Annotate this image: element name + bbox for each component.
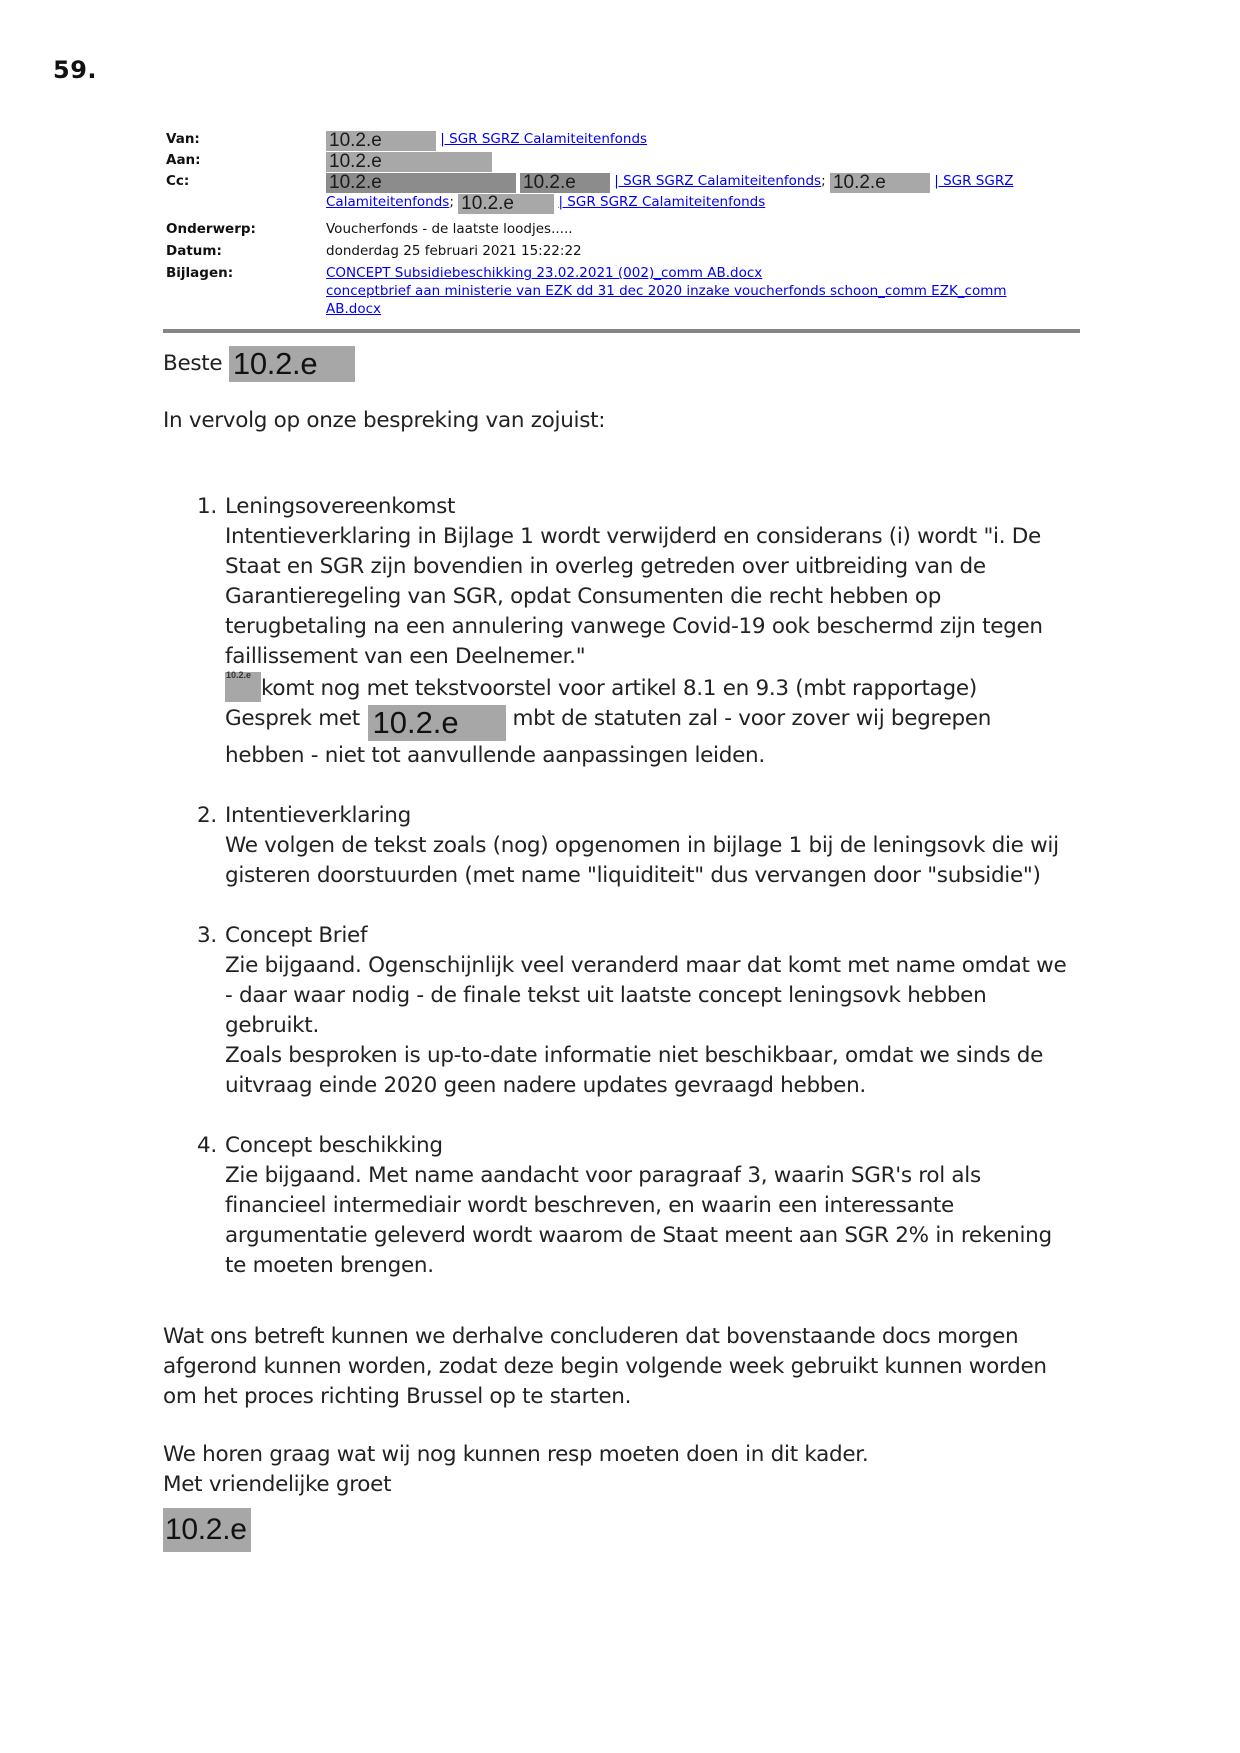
attachments-label: Bijlagen: bbox=[166, 265, 234, 281]
redaction-block: 10.2.e bbox=[520, 173, 610, 193]
list-number: 2. bbox=[197, 803, 217, 828]
item-line-text: komt nog met tekstvoorstel voor artikel 8.1 en 9.3 (mbt rapportage) bbox=[261, 676, 977, 701]
cc-value bbox=[326, 172, 1086, 214]
separator: ; bbox=[449, 194, 454, 210]
intro-text: In vervolg op onze bespreking van zojuist: bbox=[163, 408, 606, 433]
item-line: Garantieregeling van SGR, opdat Consumenten die recht hebben op bbox=[225, 584, 942, 609]
item-title: Concept beschikking bbox=[225, 1133, 443, 1158]
item-line-text: Gesprek met bbox=[225, 706, 360, 731]
attachments-row bbox=[166, 264, 1086, 318]
redaction-block: 10.2.e bbox=[830, 173, 930, 193]
from-link[interactable]: | SGR SGRZ Calamiteitenfonds bbox=[440, 131, 648, 147]
item-line: gebruikt. bbox=[225, 1013, 319, 1038]
cc-link[interactable]: Calamiteitenfonds bbox=[326, 194, 450, 210]
item-line: gisteren doorstuurden (met name "liquiditeit" dus vervangen door "subsidie") bbox=[225, 863, 1041, 888]
item-line: Zie bijgaand. Ogenschijnlijk veel veranderd maar dat komt met name omdat we bbox=[225, 953, 1067, 978]
cc-link[interactable]: | SGR SGRZ Calamiteitenfonds bbox=[558, 194, 766, 210]
paragraph-line: We horen graag wat wij nog kunnen resp moeten doen in dit kader. bbox=[163, 1442, 869, 1467]
attachments-value bbox=[326, 264, 1086, 318]
item-line: hebben - niet tot aanvullende aanpassingen leiden. bbox=[225, 743, 765, 768]
cc-label: Cc: bbox=[166, 173, 190, 189]
header-divider bbox=[163, 329, 1080, 333]
conclusion-paragraph bbox=[163, 1322, 1063, 1412]
item-title: Leningsovereenkomst bbox=[225, 494, 456, 519]
to-value bbox=[326, 151, 1086, 172]
redaction-block: 10.2.e bbox=[326, 152, 492, 172]
paragraph-line: afgerond kunnen worden, zodat deze begin volgende week gebruikt kunnen worden bbox=[163, 1354, 1047, 1379]
item-line bbox=[225, 672, 1057, 704]
attachment-link[interactable]: AB.docx bbox=[326, 301, 382, 317]
subject-value: Voucherfonds - de laatste loodjes..... bbox=[326, 221, 573, 237]
item-line: We volgen de tekst zoals (nog) opgenomen in bijlage 1 bij de leningsovk die wij bbox=[225, 833, 1059, 858]
cc-link[interactable]: | SGR SGRZ bbox=[934, 173, 1014, 189]
from-value bbox=[326, 130, 1086, 151]
list-item bbox=[197, 801, 1057, 891]
list-item bbox=[197, 492, 1057, 771]
redaction-block: 10.2.e bbox=[458, 194, 554, 214]
list-item bbox=[197, 1131, 1057, 1281]
item-line bbox=[225, 704, 1057, 741]
item-line: argumentatie geleverd wordt waarom de Staat meent aan SGR 2% in rekening bbox=[225, 1223, 1052, 1248]
item-title: Intentieverklaring bbox=[225, 803, 411, 828]
redaction-block: 10.2.e bbox=[368, 705, 506, 741]
greeting-text: Beste bbox=[163, 351, 223, 376]
subject-row bbox=[166, 220, 1086, 238]
date-value: donderdag 25 februari 2021 15:22:22 bbox=[326, 243, 582, 259]
item-line: faillissement van een Deelnemer." bbox=[225, 644, 586, 669]
sign-off: Met vriendelijke groet bbox=[163, 1472, 392, 1497]
attachment-link[interactable]: CONCEPT Subsidiebeschikking 23.02.2021 (002)_comm AB.docx bbox=[326, 265, 763, 281]
item-line: Staat en SGR zijn bovendien in overleg getreden over uitbreiding van de bbox=[225, 554, 986, 579]
paragraph-line: Wat ons betreft kunnen we derhalve concluderen dat bovenstaande docs morgen bbox=[163, 1324, 1019, 1349]
to-row bbox=[166, 151, 1086, 172]
subject-label: Onderwerp: bbox=[166, 221, 256, 237]
item-line: te moeten brengen. bbox=[225, 1253, 434, 1278]
list-number: 1. bbox=[197, 494, 217, 519]
date-label: Datum: bbox=[166, 243, 222, 259]
date-row bbox=[166, 242, 1086, 260]
separator: ; bbox=[821, 173, 826, 189]
item-title: Concept Brief bbox=[225, 923, 368, 948]
numbered-list bbox=[197, 492, 1067, 1281]
item-line-text: mbt de statuten zal - voor zover wij begrepen bbox=[512, 706, 992, 731]
list-number: 3. bbox=[197, 923, 217, 948]
redaction-block: 10.2.e bbox=[326, 131, 436, 151]
redaction-block bbox=[225, 672, 261, 702]
item-line: terugbetaling na een annulering vanwege Covid-19 ook beschermd zijn tegen bbox=[225, 614, 1043, 639]
to-label: Aan: bbox=[166, 152, 201, 168]
page-number: 59. bbox=[53, 56, 98, 84]
paragraph-line: om het proces richting Brussel op te starten. bbox=[163, 1384, 632, 1409]
redaction-block: 10.2.e bbox=[326, 173, 516, 193]
from-row bbox=[166, 130, 1086, 151]
greeting bbox=[163, 346, 355, 382]
item-line: Zoals besproken is up-to-date informatie niet beschikbaar, omdat we sinds de bbox=[225, 1043, 1044, 1068]
redaction-code: 10.2.e bbox=[226, 670, 252, 680]
item-line: uitvraag einde 2020 geen nadere updates gevraagd hebben. bbox=[225, 1073, 866, 1098]
redaction-block: 10.2.e bbox=[229, 346, 355, 382]
item-line: Zie bijgaand. Met name aandacht voor paragraaf 3, waarin SGR's rol als bbox=[225, 1163, 981, 1188]
cc-link[interactable]: | SGR SGRZ Calamiteitenfonds bbox=[614, 173, 822, 189]
cc-row bbox=[166, 172, 1086, 214]
from-label: Van: bbox=[166, 131, 200, 147]
signature bbox=[163, 1508, 251, 1552]
list-item bbox=[197, 921, 1067, 1101]
attachment-link[interactable]: conceptbrief aan ministerie van EZK dd 31 dec 2020 inzake voucherfonds schoon_comm EZK_comm bbox=[326, 283, 1007, 299]
closing-paragraph bbox=[163, 1440, 1063, 1500]
redaction-block: 10.2.e bbox=[163, 1508, 251, 1552]
item-line: - daar waar nodig - de finale tekst uit laatste concept leningsovk hebben bbox=[225, 983, 987, 1008]
email-header bbox=[166, 130, 1086, 318]
item-line: financieel intermediair wordt beschreven, en waarin een interessante bbox=[225, 1193, 954, 1218]
item-line: Intentieverklaring in Bijlage 1 wordt verwijderd en considerans (i) wordt "i. De bbox=[225, 524, 1041, 549]
list-number: 4. bbox=[197, 1133, 217, 1158]
